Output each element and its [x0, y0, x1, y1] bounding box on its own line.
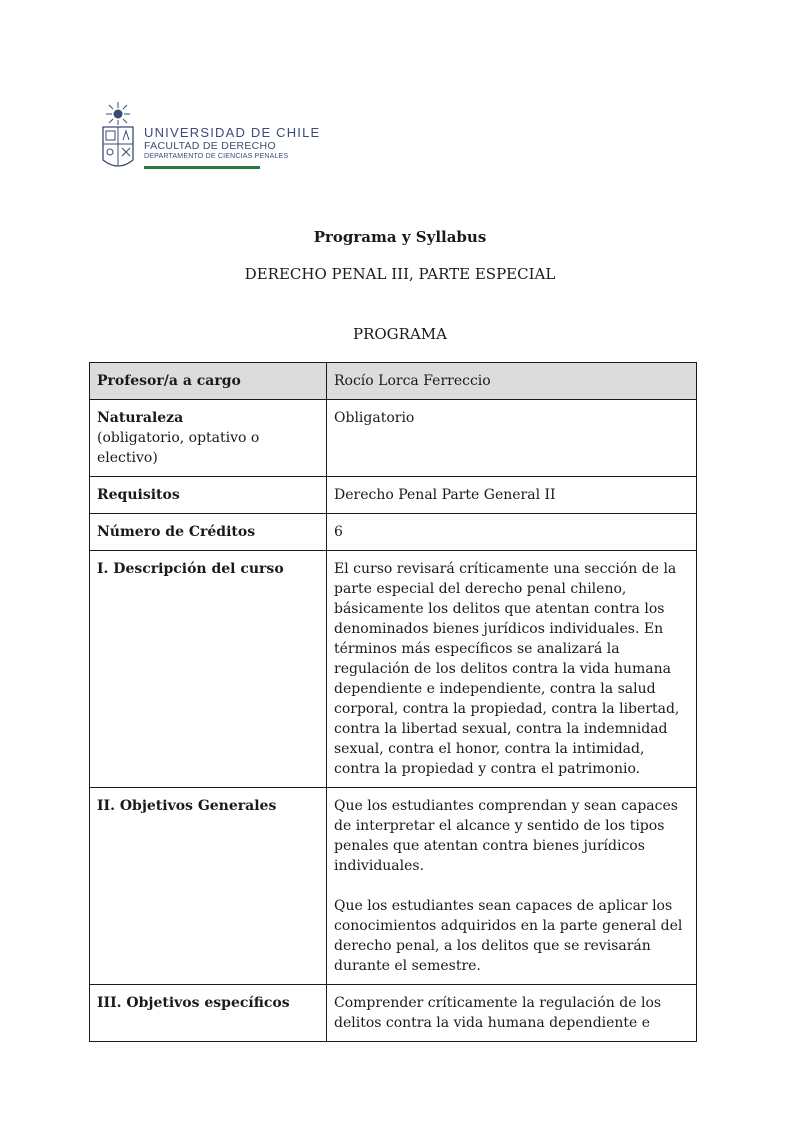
table-row-specific-objectives	[90, 985, 697, 1042]
requirements-label-cell	[90, 477, 327, 514]
nature-label: Naturaleza	[97, 410, 184, 426]
description-value: El curso revisará críticamente una sección de la parte especial del derecho penal chileno, básicamente los delitos que atentan contra los denominados bienes jurídicos individuales. En términos más específicos se analizará la regulación de los delitos contra la vida humana dependiente e independiente, contra la salud corporal, contra la propiedad, contra la libertad, contra la libertad sexual, contra la indemnidad sexual, contra el honor, contra la intimidad, contra la propiedad y contra el patrimonio.	[327, 551, 697, 788]
requirements-value: Derecho Penal Parte General II	[327, 477, 697, 514]
professor-label: Profesor/a a cargo	[97, 373, 241, 389]
nature-sublabel: (obligatorio, optativo o electivo)	[97, 430, 260, 466]
nature-value: Obligatorio	[327, 400, 697, 477]
professor-label-cell	[90, 363, 327, 400]
paragraph-spacer	[334, 876, 689, 896]
credits-value: 6	[327, 514, 697, 551]
logo-underline	[144, 166, 260, 169]
document-heading: Programa y Syllabus	[313, 228, 487, 246]
program-table	[89, 362, 697, 1042]
professor-value: Rocío Lorca Ferreccio	[327, 363, 697, 400]
table-row-general-objectives	[90, 788, 697, 985]
credits-label: Número de Créditos	[97, 524, 256, 540]
table-row-requirements	[90, 477, 697, 514]
logo-faculty-name: FACULTAD DE DERECHO	[144, 140, 276, 152]
credits-label-cell	[90, 514, 327, 551]
university-crest-icon	[98, 100, 138, 174]
description-label: I. Descripción del curso	[97, 561, 284, 577]
specific-objectives-label: III. Objetivos específicos	[97, 995, 290, 1011]
specific-objectives-label-cell	[90, 985, 327, 1042]
logo-department-name: DEPARTAMENTO DE CIENCIAS PENALES	[144, 153, 289, 160]
description-label-cell	[90, 551, 327, 788]
table-row-description	[90, 551, 697, 788]
section-title: PROGRAMA	[353, 325, 447, 343]
specific-objectives-value: Comprender críticamente la regulación de los delitos contra la vida humana dependiente e	[327, 985, 697, 1042]
logo-university-name: UNIVERSIDAD DE CHILE	[144, 125, 321, 140]
nature-label-cell	[90, 400, 327, 477]
general-objectives-label: II. Objetivos Generales	[97, 798, 277, 814]
table-row-credits	[90, 514, 697, 551]
university-logo	[98, 100, 321, 174]
table-row-nature	[90, 400, 697, 477]
requirements-label: Requisitos	[97, 487, 180, 503]
general-objectives-label-cell	[90, 788, 327, 985]
table-row-professor	[90, 363, 697, 400]
course-title: DERECHO PENAL III, PARTE ESPECIAL	[244, 265, 556, 283]
general-objectives-paragraph-2: Que los estudiantes sean capaces de aplicar los conocimientos adquiridos en la parte general del derecho penal, a los delitos que se revisarán durante el semestre.	[334, 898, 683, 974]
general-objectives-value	[327, 788, 697, 985]
general-objectives-paragraph-1: Que los estudiantes comprendan y sean capaces de interpretar el alcance y sentido de los tipos penales que atentan contra bienes jurídicos individuales.	[334, 798, 678, 874]
logo-text	[144, 126, 320, 162]
